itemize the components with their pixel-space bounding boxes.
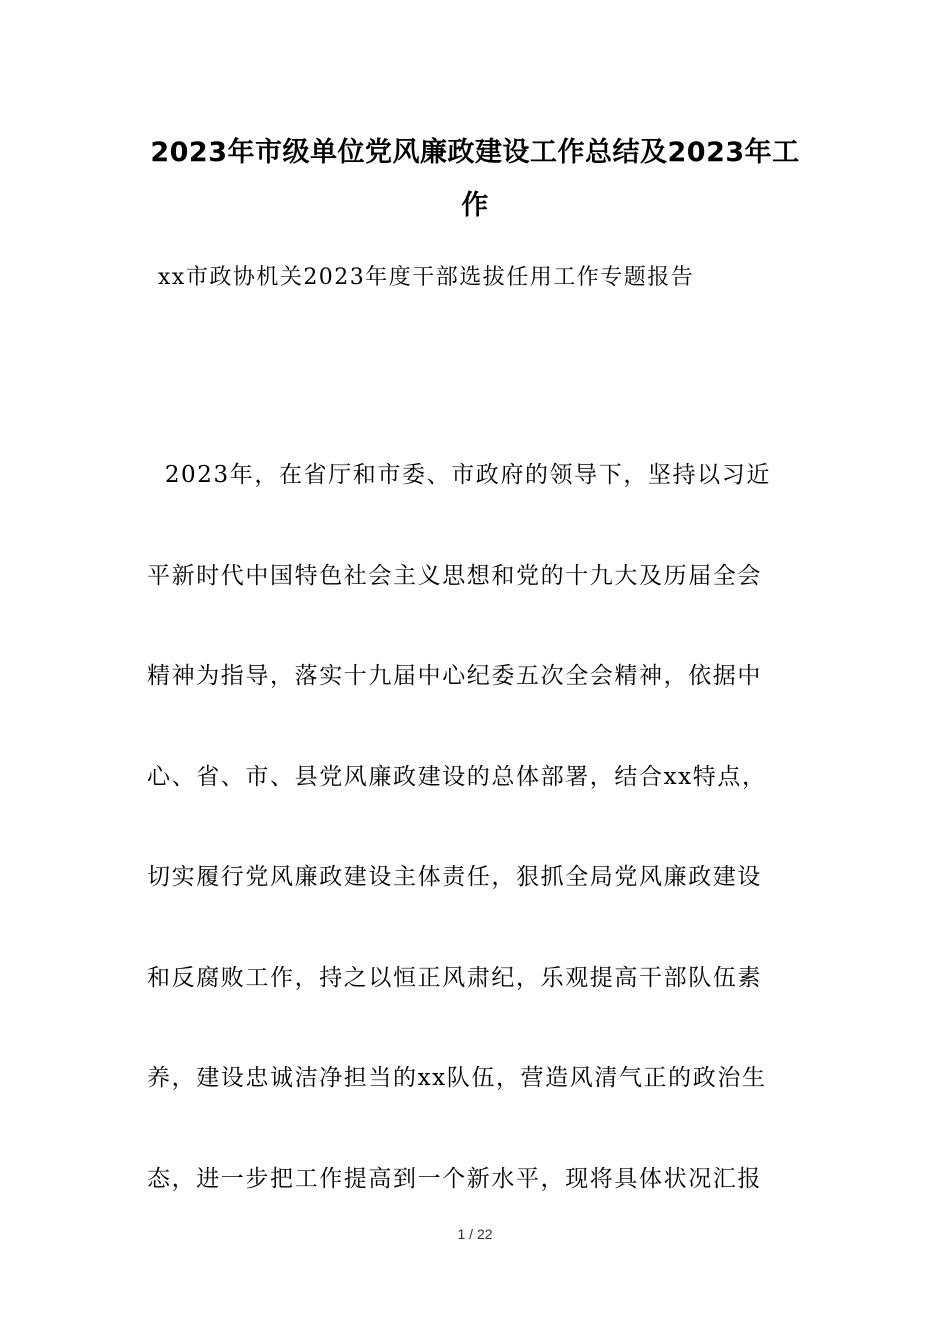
title-line-1: 2023年市级单位党风廉政建设工作总结及2023年工 bbox=[150, 137, 800, 168]
body-line: 精神为指导，落实十九届中心纪委五次全会精神，依据中 bbox=[147, 663, 762, 689]
body-line: 平新时代中国特色社会主义思想和党的十九大及历届全会 bbox=[147, 562, 762, 589]
body-line: 心、省、市、县党风廉政建设的总体部署，结合xx特点， bbox=[147, 763, 767, 790]
body-line: 和反腐败工作，持之以恒正风肃纪，乐观提高干部队伍素 bbox=[147, 964, 762, 991]
document-title bbox=[140, 126, 810, 232]
body-line: 2023年，在省厅和市委、市政府的领导下，坚持以习近 bbox=[147, 462, 771, 488]
body-line: 态，进一步把工作提高到一个新水平，现将具体状况汇报 bbox=[147, 1165, 762, 1192]
body-line: 切实履行党风廉政建设主体责任，狠抓全局党风廉政建设 bbox=[147, 864, 762, 890]
page-number: 1 / 22 bbox=[457, 1226, 493, 1242]
body-paragraph bbox=[147, 450, 807, 1254]
body-line: 养，建设忠诚洁净担当的xx队伍，营造风清气正的政治生 bbox=[147, 1065, 767, 1091]
document-subtitle: xx市政协机关2023年度干部选拔任用工作专题报告 bbox=[158, 265, 695, 290]
title-line-2: 作 bbox=[461, 190, 489, 221]
